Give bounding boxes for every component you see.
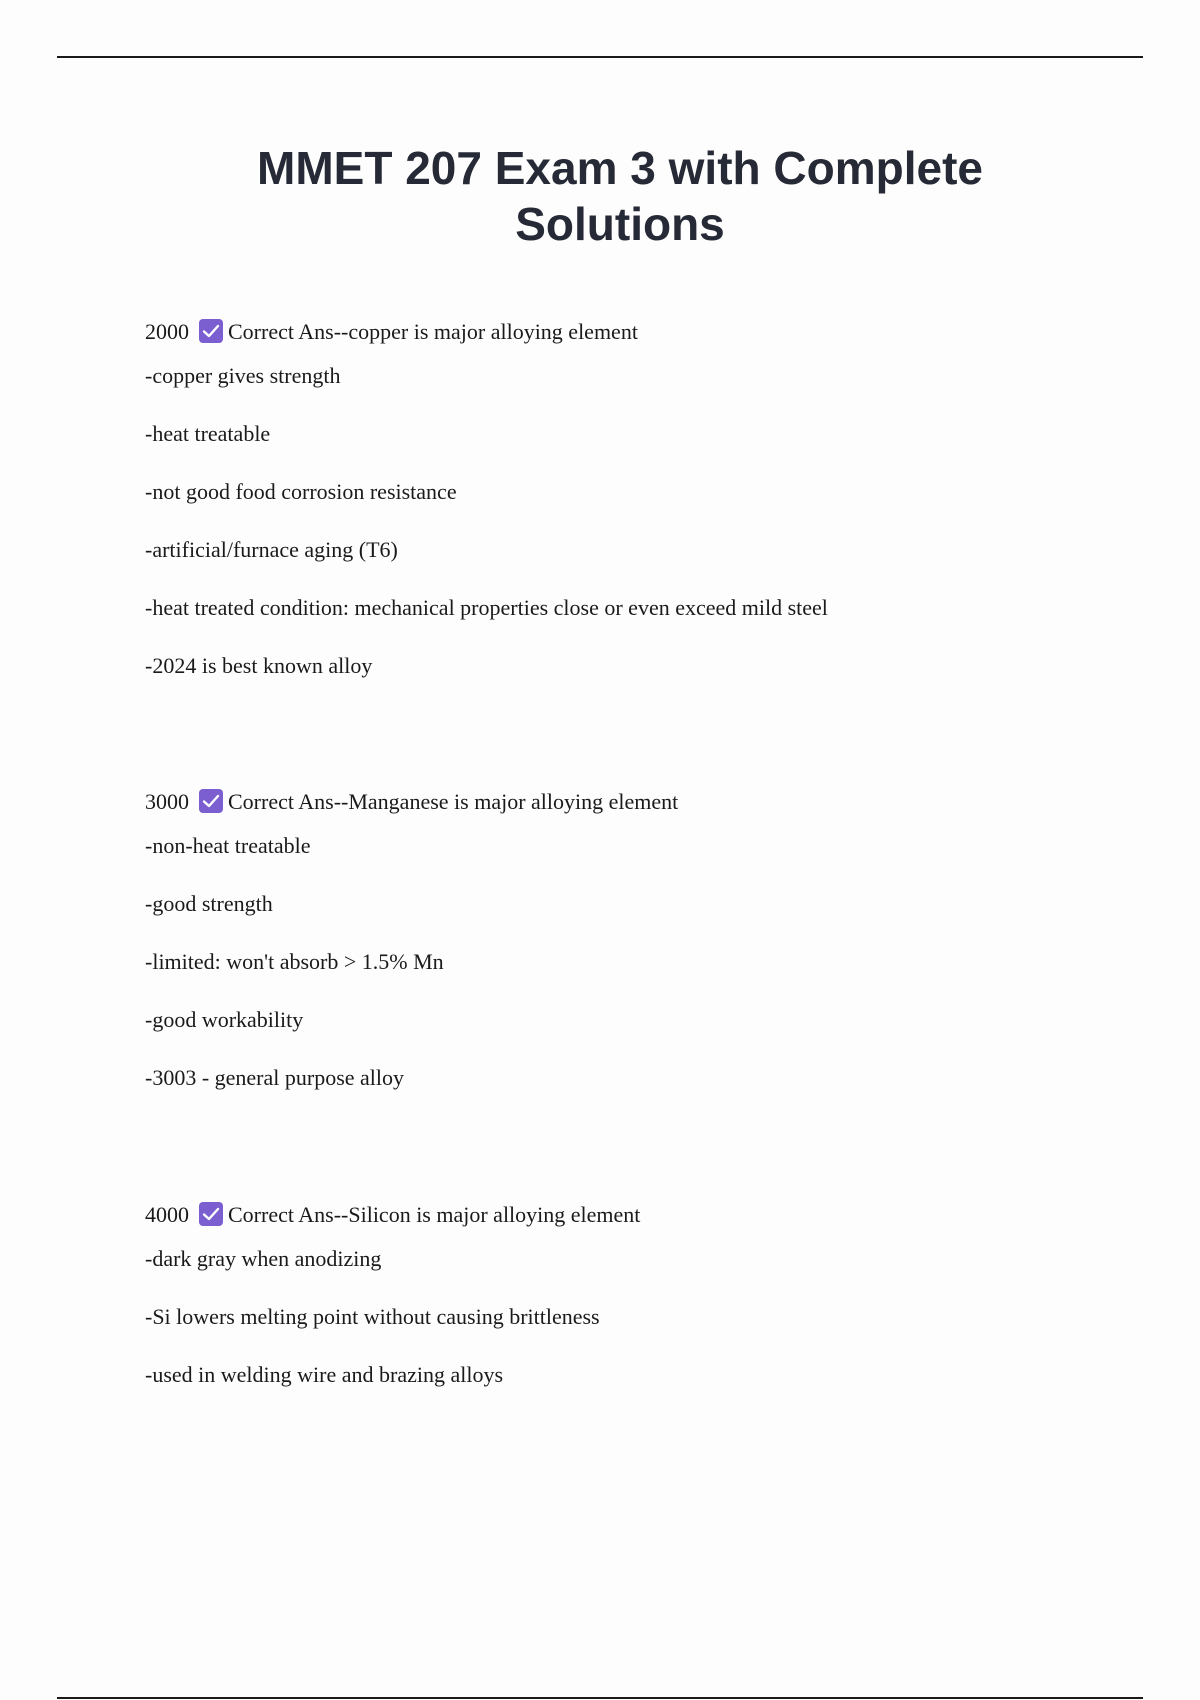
check-box-icon	[199, 319, 223, 343]
answer-text: Correct Ans--Manganese is major alloying element	[228, 789, 679, 814]
list-item: -not good food corrosion resistance	[145, 479, 457, 504]
answer-text: Correct Ans--copper is major alloying element	[228, 319, 638, 344]
answer-section-3000	[145, 773, 1145, 1121]
answer-section-4000	[145, 1186, 1145, 1418]
list-item: -non-heat treatable	[145, 833, 311, 858]
check-box-icon	[199, 789, 223, 813]
list-item: -Si lowers melting point without causing brittleness	[145, 1304, 600, 1329]
check-box-icon	[199, 1202, 223, 1226]
question-number: 2000	[145, 319, 189, 344]
list-item: -heat treatable	[145, 421, 271, 446]
question-number: 3000	[145, 789, 189, 814]
question-line	[145, 303, 1145, 361]
question-line	[145, 1186, 1145, 1244]
answer-text: Correct Ans--Silicon is major alloying element	[228, 1202, 641, 1227]
top-rule	[57, 56, 1143, 58]
answer-section-2000	[145, 303, 1145, 709]
bottom-rule	[57, 1697, 1143, 1699]
list-item: -3003 - general purpose alloy	[145, 1065, 405, 1090]
list-item: -heat treated condition: mechanical properties close or even exceed mild steel	[145, 595, 828, 620]
list-item: -artificial/furnace aging (T6)	[145, 537, 398, 562]
question-line	[145, 773, 1145, 831]
list-item: -copper gives strength	[145, 363, 341, 388]
list-item: -dark gray when anodizing	[145, 1246, 382, 1271]
list-item: -2024 is best known alloy	[145, 653, 373, 678]
list-item: -limited: won't absorb > 1.5% Mn	[145, 949, 444, 974]
list-item: -good workability	[145, 1007, 304, 1032]
question-number: 4000	[145, 1202, 189, 1227]
list-item: -good strength	[145, 891, 273, 916]
page-title: MMET 207 Exam 3 with Complete Solutions	[257, 142, 983, 250]
list-item: -used in welding wire and brazing alloys	[145, 1362, 504, 1387]
